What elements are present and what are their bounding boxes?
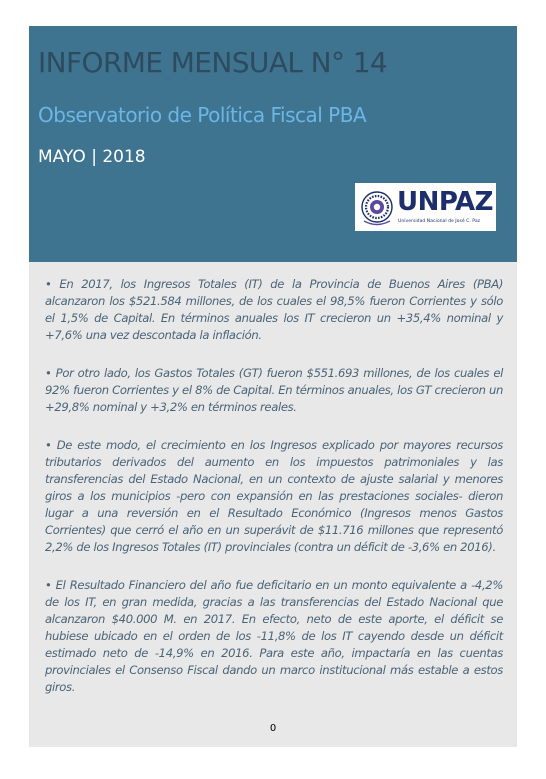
summary-paragraph-income: • En 2017, los Ingresos Totales (IT) de la Provincia de Buenos Aires (PBA) alcanzaron los $521.584 millones, de los cuales el 98,5% fueron Corrientes y sólo el 1,5% de Capital. En términos anuales los IT crecieron un +35,4% nominal y +7,6% una vez descontada la inflación. bbox=[45, 277, 503, 342]
logo-tagline: Universidad Nacional de José C. Paz bbox=[398, 219, 481, 224]
report-title: INFORME MENSUAL N° 14 bbox=[38, 46, 388, 79]
summary-paragraph-expenses: • Por otro lado, los Gastos Totales (GT) fueron $551.693 millones, de los cuales el 92% fueron Corrientes y el 8% de Capital. En términos anuales, los GT crecieron un +29,8% nominal y +3,2% en términos reales. bbox=[45, 366, 503, 414]
report-date: MAYO | 2018 bbox=[38, 147, 146, 167]
unpaz-logo bbox=[355, 183, 496, 231]
report-page bbox=[29, 26, 517, 747]
report-subtitle: Observatorio de Política Fiscal PBA bbox=[38, 103, 367, 127]
cover-header bbox=[29, 26, 517, 262]
page-number: 0 bbox=[269, 723, 277, 734]
logo-wordmark: UNPAZ bbox=[397, 187, 494, 217]
report-body bbox=[45, 276, 503, 717]
summary-paragraph-economic-result: • De este modo, el crecimiento en los Ingresos explicado por mayores recursos tributarios derivados del aumento en los impuestos patrimoniales y las transferencias del Estado Nacional, en un contexto de ajuste salarial y menores giros a los municipios -pero con expansión en las prestaciones sociales- dieron lugar a una reversión en el Resultado Económico (Ingresos menos Gastos Corrientes) que cerró el año en un superávit de $11.716 millones que representó 2,2% de los Ingresos Totales (IT) provinciales (contra un déficit de -3,6% en 2016). bbox=[45, 438, 503, 554]
university-seal-icon bbox=[360, 188, 394, 226]
summary-paragraph-financial-result: • El Resultado Financiero del año fue deficitario en un monto equivalente a -4,2% de los IT, en gran medida, gracias a las transferencias del Estado Nacional que alcanzaron $40.000 M. en 2017. En efecto, neto de este aporte, el déficit se hubiese ubicado en el orden de los -11,8% de los IT cayendo desde un déficit estimado neto de -14,9% en 2016. Para este año, impactaría en las cuentas provinciales el Consenso Fiscal dando un marco institucional más estable a estos giros. bbox=[45, 578, 503, 694]
